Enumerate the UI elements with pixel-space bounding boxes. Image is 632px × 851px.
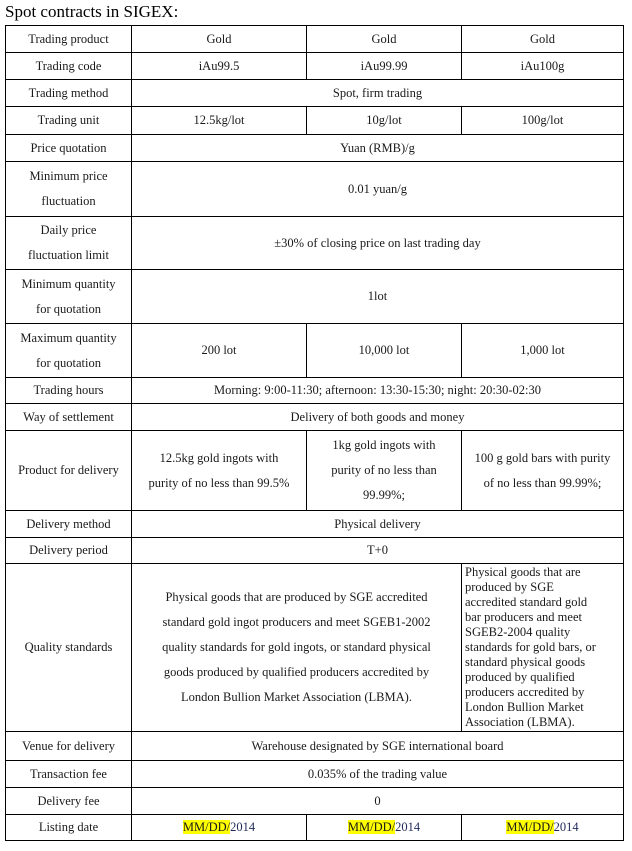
cell-value xyxy=(307,431,462,511)
row-max-quantity xyxy=(6,324,624,378)
text-line: London Bullion Market xyxy=(465,700,584,714)
row-label: Transaction fee xyxy=(6,761,132,788)
date-placeholder-highlight: MM/DD/ xyxy=(506,820,554,834)
text-line: 100 g gold bars with purity xyxy=(474,450,611,465)
cell-value xyxy=(462,564,624,732)
row-daily-limit xyxy=(6,217,624,270)
date-placeholder-highlight: MM/DD/ xyxy=(347,820,396,834)
date-year: 2014 xyxy=(553,820,579,834)
row-label xyxy=(6,324,132,378)
cell-value xyxy=(132,431,307,511)
text-line: 12.5kg gold ingots with xyxy=(159,450,279,465)
row-price-quotation xyxy=(6,135,624,162)
row-label: Trading product xyxy=(6,26,132,53)
text-line: standard physical goods xyxy=(465,655,586,669)
row-label: Listing date xyxy=(6,815,132,841)
text-line: purity of no less than xyxy=(331,463,437,477)
cell-value: iAu99.99 xyxy=(307,53,462,80)
row-delivery-fee xyxy=(6,788,624,815)
cell-value: 10g/lot xyxy=(307,107,462,135)
text-line: standards for gold bars, or xyxy=(465,640,596,654)
row-label xyxy=(6,217,132,270)
row-label: Trading hours xyxy=(6,378,132,404)
text-line: London Bullion Market Association (LBMA). xyxy=(181,690,412,704)
cell-value: 1lot xyxy=(132,270,624,324)
row-label: Delivery method xyxy=(6,511,132,538)
row-transaction-fee xyxy=(6,761,624,788)
cell-value xyxy=(462,815,624,841)
row-trading-product xyxy=(6,26,624,53)
text-line: accredited standard gold xyxy=(465,595,588,609)
row-label xyxy=(6,162,132,217)
row-label: Trading method xyxy=(6,80,132,107)
cell-value: Morning: 9:00-11:30; afternoon: 13:30-15:30; night: 20:30-02:30 xyxy=(132,378,624,404)
row-trading-method xyxy=(6,80,624,107)
cell-value: 200 lot xyxy=(132,324,307,378)
cell-value: T+0 xyxy=(132,538,624,564)
cell-value: Delivery of both goods and money xyxy=(132,404,624,431)
label-line: for quotation xyxy=(36,301,101,316)
cell-value: Yuan (RMB)/g xyxy=(132,135,624,162)
cell-value: 0.035% of the trading value xyxy=(132,761,624,788)
text-line: produced by qualified xyxy=(465,670,575,684)
row-listing-date xyxy=(6,815,624,841)
date-year: 2014 xyxy=(395,820,421,834)
cell-value: ±30% of closing price on last trading day xyxy=(132,217,624,270)
label-line: Minimum price xyxy=(29,169,108,183)
text-line: produced by SGE xyxy=(465,580,554,594)
row-min-price-fluctuation xyxy=(6,162,624,217)
row-label: Price quotation xyxy=(6,135,132,162)
cell-value: 12.5kg/lot xyxy=(132,107,307,135)
cell-value xyxy=(307,815,462,841)
text-line: purity of no less than 99.5% xyxy=(148,475,290,490)
row-label: Quality standards xyxy=(6,564,132,732)
row-delivery-period xyxy=(6,538,624,564)
label-line: for quotation xyxy=(36,355,101,370)
text-line: 99.99%; xyxy=(362,488,405,502)
date-placeholder-highlight: MM/DD/ xyxy=(182,820,231,834)
text-line: goods produced by qualified producers accredited by xyxy=(163,665,430,679)
cell-value: iAu99.5 xyxy=(132,53,307,80)
spot-contracts-table xyxy=(5,25,624,841)
label-line: fluctuation limit xyxy=(28,248,109,262)
cell-value: Gold xyxy=(307,26,462,53)
row-quality-standards xyxy=(6,564,624,732)
text-line: Association (LBMA). xyxy=(465,715,575,729)
text-line: Physical goods that are xyxy=(465,565,581,579)
cell-value: 0 xyxy=(132,788,624,815)
label-line: Maximum quantity xyxy=(20,330,117,345)
text-line: bar producers and meet xyxy=(465,610,582,624)
cell-value: Gold xyxy=(132,26,307,53)
row-delivery-method xyxy=(6,511,624,538)
cell-value: Physical delivery xyxy=(132,511,624,538)
text-line: SGEB2-2004 quality xyxy=(465,625,571,639)
row-trading-code xyxy=(6,53,624,80)
row-product-for-delivery xyxy=(6,431,624,511)
page-title: Spot contracts in SIGEX: xyxy=(5,2,179,21)
text-line: of no less than 99.99%; xyxy=(483,475,602,490)
cell-value: Warehouse designated by SGE international board xyxy=(132,732,624,761)
row-trading-unit xyxy=(6,107,624,135)
row-label: Delivery period xyxy=(6,538,132,564)
cell-value xyxy=(132,815,307,841)
row-label: Product for delivery xyxy=(6,431,132,511)
row-min-quantity xyxy=(6,270,624,324)
row-label: Trading code xyxy=(6,53,132,80)
cell-value: 1,000 lot xyxy=(462,324,624,378)
text-line: producers accredited by xyxy=(465,685,585,699)
text-line: quality standards for gold ingots, or standard physical xyxy=(162,640,431,654)
cell-value: Gold xyxy=(462,26,624,53)
text-line: 1kg gold ingots with xyxy=(332,438,436,452)
text-line: standard gold ingot producers and meet SGEB1-2002 xyxy=(162,615,431,629)
row-settlement xyxy=(6,404,624,431)
cell-value: 0.01 yuan/g xyxy=(132,162,624,217)
cell-value: 10,000 lot xyxy=(307,324,462,378)
row-label xyxy=(6,270,132,324)
cell-value: iAu100g xyxy=(462,53,624,80)
row-label: Delivery fee xyxy=(6,788,132,815)
label-line: Minimum quantity xyxy=(21,276,116,291)
row-label: Way of settlement xyxy=(6,404,132,431)
row-venue xyxy=(6,732,624,761)
cell-value xyxy=(132,564,462,732)
label-line: fluctuation xyxy=(41,194,96,208)
label-line: Daily price xyxy=(40,223,97,237)
cell-value: 100g/lot xyxy=(462,107,624,135)
date-year: 2014 xyxy=(230,820,256,834)
row-trading-hours xyxy=(6,378,624,404)
cell-value: Spot, firm trading xyxy=(132,80,624,107)
cell-value xyxy=(462,431,624,511)
text-line: Physical goods that are produced by SGE accredited xyxy=(165,590,428,604)
row-label: Venue for delivery xyxy=(6,732,132,761)
row-label: Trading unit xyxy=(6,107,132,135)
